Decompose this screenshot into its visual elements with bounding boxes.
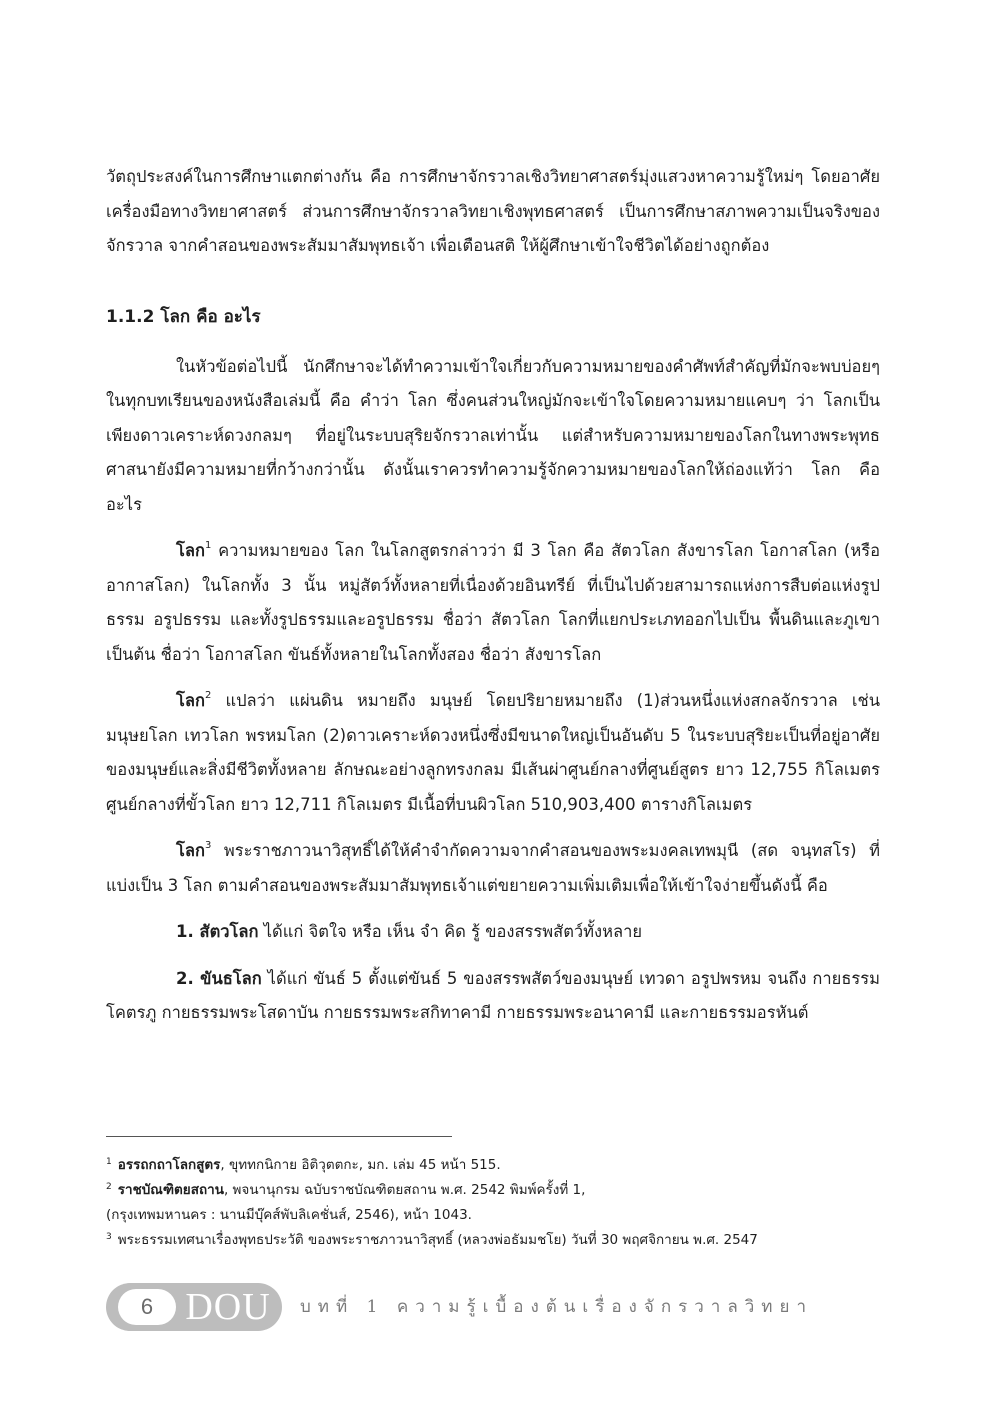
section-intro-paragraph: ในหัวข้อต่อไปนี้ นักศึกษาจะได้ทำความเข้าใจเกี่ยวกับความหมายของคำศัพท์สำคัญที่มักจะพบบ่อยๆ ในทุกบทเรียนของหนังสือเล่มนี้ คือ คำว่า โลก ซึ่งคนส่วนใหญ่มักจะเข้าใจโดยความหมายแคบๆ ว่า โลกเป็นเพียงดาวเคราะห์ดวงกลมๆ ที่อยู่ในระบบสุริยจักรวาลเท่านั้น แต่สำหรับความหมายของโลกในทางพระพุทธศาสนายังมีความหมายที่กว้างกว่านั้น ดังนั้นเราควรทำความรู้จักความหมายของโลกให้ถ่องแท้ว่า โลก คือ อะไร (106, 356, 880, 514)
dou-badge (106, 1283, 282, 1331)
body-text (106, 160, 880, 1031)
footnote-3 (106, 1228, 906, 1253)
list-item-2 (106, 962, 880, 1031)
footnote-text: พระธรรมเทศนาเรื่องพุทธประวัติ ของพระราชภาวนาวิสุทธิ์ (หลวงพ่อธัมมชโย) วันที่ 30 พฤศจิกายน พ.ศ. 2547 (117, 1232, 758, 1248)
item-term: 2. ขันธโลก (176, 968, 262, 988)
item-term: 1. สัตวโลก (176, 922, 259, 941)
definition-text: พระราชภาวนาวิสุทธิ์ได้ให้คำจำกัดความจากคำสอนของพระมงคลเทพมุนี (สด จนฺทสโร) ที่แบ่งเป็น 3 โลก ตามคำสอนของพระสัมมาสัมพุทธเจ้าแต่ขยายความเพิ่มเติมเพื่อให้เข้าใจง่ายขึ้นดังนี้ คือ (106, 841, 880, 895)
definition-text: แปลว่า แผ่นดิน หมายถึง มนุษย์ โดยปริยายหมายถึง (1)ส่วนหนึ่งแห่งสกลจักรวาล เช่น มนุษยโลก เทวโลก พรหมโลก (2)ดาวเคราะห์ดวงหนึ่งซึ่งมีขนาดใหญ่เป็นอันดับ 5 ในระบบสุริยะเป็นที่อยู่อาศัยของมนุษย์และสิ่งมีชีวิตทั้งหลาย ลักษณะอย่างลูกทรงกลม มีเส้นผ่าศูนย์กลางที่ศูนย์สูตร ยาว 12,755 กิโลเมตร ศูนย์กลางที่ขั้วโลก ยาว 12,711 กิโลเมตร มีเนื้อที่บนผิวโลก 510,903,400 ตารางกิโลเมตร (106, 691, 880, 814)
footnote-2 (106, 1178, 906, 1203)
footnote-source: ราชบัณฑิตยสถาน (117, 1182, 224, 1198)
footnote-divider (106, 1136, 452, 1137)
page-number: 6 (118, 1289, 176, 1325)
footnote-number: 3 (106, 1231, 112, 1242)
footnote-text: , ขุททกนิกาย อิติวุตตกะ, มก. เล่ม 45 หน้า 515. (220, 1157, 501, 1173)
footnote-ref: 3 (204, 839, 212, 851)
intro-paragraph: วัตถุประสงค์ในการศึกษาแตกต่างกัน คือ การศึกษาจักรวาลเชิงวิทยาศาสตร์มุ่งแสวงหาความรู้ใหม่ๆ โดยอาศัยเครื่องมือทางวิทยาศาสตร์ ส่วนการศึกษาจักรวาลวิทยาเชิงพุทธศาสตร์ เป็นการศึกษาสภาพความเป็นจริงของจักรวาล จากคำสอนของพระสัมมาสัมพุทธเจ้า เพื่อเตือนสติ ให้ผู้ศึกษาเข้าใจชีวิตได้อย่างถูกต้อง (106, 167, 880, 255)
page-footer (106, 1283, 900, 1333)
footnote-1 (106, 1153, 906, 1178)
definition-2 (106, 684, 880, 822)
definition-3 (106, 834, 880, 903)
footnote-ref: 1 (204, 539, 212, 551)
footnote-text: , พจนานุกรม ฉบับราชบัณฑิตยสถาน พ.ศ. 2542 พิมพ์ครั้งที่ 1, (223, 1182, 586, 1198)
footnote-ref: 2 (204, 689, 212, 701)
definition-text: ความหมายของ โลก ในโลกสูตรกล่าวว่า มี 3 โลก คือ สัตวโลก สังขารโลก โอกาสโลก (หรือ อากาสโลก) ในโลกทั้ง 3 นั้น หมู่สัตว์ทั้งหลายที่เนื่องด้วยอินทรีย์ ที่เป็นไปด้วยสามารถแห่งการสืบต่อแห่งรูปธรรม อรูปธรรม และทั้งรูปธรรมและอรูปธรรม ชื่อว่า สัตวโลก โลกที่แยกประเภทออกไปเป็น พื้นดินและภูเขาเป็นต้น ชื่อว่า โอกาสโลก ขันธ์ทั้งหลายในโลกทั้งสอง ชื่อว่า สังขารโลก (106, 541, 880, 664)
chapter-title: บทที่ 1 ความรู้เบื้องต้นเรื่องจักรวาลวิทยา (300, 1297, 814, 1317)
footnote-2-continued: (กรุงเทพมหานคร : นานมีบุ๊คส์พับลิเคชั่นส์, 2546), หน้า 1043. (106, 1207, 472, 1223)
definition-1 (106, 534, 880, 672)
dou-logo: DOU (185, 1286, 271, 1328)
footnote-number: 2 (106, 1181, 112, 1192)
footnote-source: อรรถกถาโลกสูตร (117, 1157, 221, 1173)
section-heading: 1.1.2 โลก คือ อะไร (106, 306, 261, 327)
item-text: ได้แก่ จิตใจ หรือ เห็น จำ คิด รู้ ของสรรพสัตว์ทั้งหลาย (258, 922, 643, 941)
item-text: ได้แก่ ขันธ์ 5 ตั้งแต่ขันธ์ 5 ของสรรพสัตว์ของมนุษย์ เทวดา อรูปพรหม จนถึง กายธรรมโคตรภู กายธรรมพระโสดาบัน กายธรรมพระสกิทาคามี กายธรรมพระอนาคามี และกายธรรมอรหันต์ (106, 968, 880, 1022)
definition-term: โลก (176, 691, 205, 710)
definition-term: โลก (176, 541, 205, 560)
list-item-1 (106, 915, 880, 950)
footnote-number: 1 (106, 1156, 112, 1167)
definition-term: โลก (176, 841, 205, 860)
footnotes (106, 1153, 906, 1253)
